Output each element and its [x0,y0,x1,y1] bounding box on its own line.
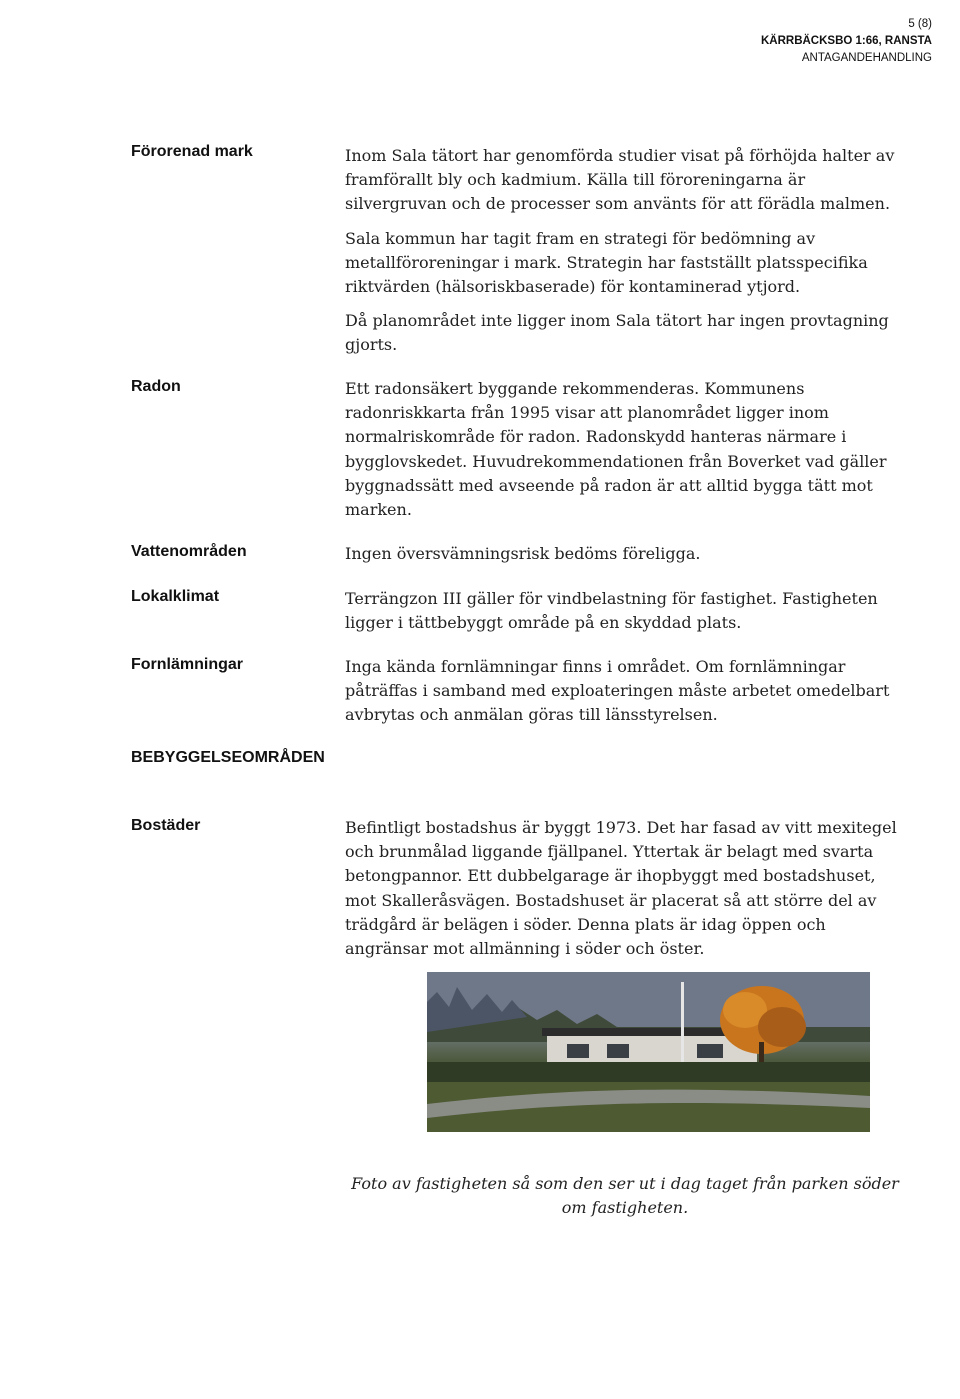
section-title-bebyggelseomraden: BEBYGGELSEOMRÅDEN [131,749,325,766]
document-status: ANTAGANDEHANDLING [801,52,932,64]
section-label-fororenad-mark: Förorenad mark [131,143,253,160]
paragraph: Ingen översvämningsrisk bedöms föreligga. [345,544,701,563]
paragraph: Sala kommun har tagit fram en strategi för bedömning av metallföroreningar i mark. Strategin har fastställt platsspecifika riktvärden (hälsoriskbaserade) för kontaminerad ytjord. [345,228,868,297]
paragraph: Inom Sala tätort har genomförda studier visat på förhöjda halter av framförallt bly och kadmium. Källa till föroreningarna är silvergruvan och de processer som använts för att förädla malmen. [345,146,895,214]
property-photo [427,972,870,1132]
property-name: KÄRRBÄCKSBO 1:66, RANSTA [760,35,932,47]
section-body-fornlamningar [345,655,905,738]
section-body-vattenomraden [345,542,905,576]
paragraph: Då planområdet inte ligger inom Sala tätort har ingen provtagning gjorts. [345,311,889,355]
paragraph: Terrängzon III gäller för vindbelastning för fastighet. Fastigheten ligger i tättbebyggt område på en skyddad plats. [345,589,878,633]
page-header [761,16,932,67]
section-body-fororenad-mark [345,144,905,368]
paragraph: Inga kända fornlämningar finns i området. Om fornlämningar påträffas i samband med exploateringen måste arbetet omedelbart avbrytas och anmälan göras till länsstyrelsen. [345,657,890,725]
section-label-bostader: Bostäder [131,817,201,834]
section-label-radon: Radon [131,378,181,395]
paragraph: Befintligt bostadshus är byggt 1973. Det har fasad av vitt mexitegel och brunmålad liggande fjällpanel. Yttertak är belagt med svarta betongpannor. Ett dubbelgarage är ihopbyggt med bostadshuset, mot Skalleråsvägen. Bostadshuset är placerat så att större del av trädgård är belägen i söder. Denna plats är idag öppen och angränsar mot allmänning i söder och öster. [345,818,897,959]
photo-caption: Foto av fastigheten så som den ser ut i dag taget från parken söder om fastigheten. [351,1174,899,1217]
section-body-bostader [345,816,905,971]
section-body-radon [345,377,905,532]
section-label-lokalklimat: Lokalklimat [131,588,220,605]
section-body-lokalklimat [345,587,905,645]
page-number: 5 (8) [908,18,932,30]
paragraph: Ett radonsäkert byggande rekommenderas. Kommunens radonriskkarta från 1995 visar att planområdet ligger inom normalriskområde för radon. Radonskydd hanteras närmare i bygglovskedet. Huvudrekommendationen från Boverket vad gäller byggnadssätt med avseende på radon är att alltid bygga tätt mot marken. [345,379,887,520]
photo-illustration [427,972,870,1132]
section-label-fornlamningar: Fornlämningar [131,656,244,673]
section-label-vattenomraden: Vattenområden [131,543,247,560]
